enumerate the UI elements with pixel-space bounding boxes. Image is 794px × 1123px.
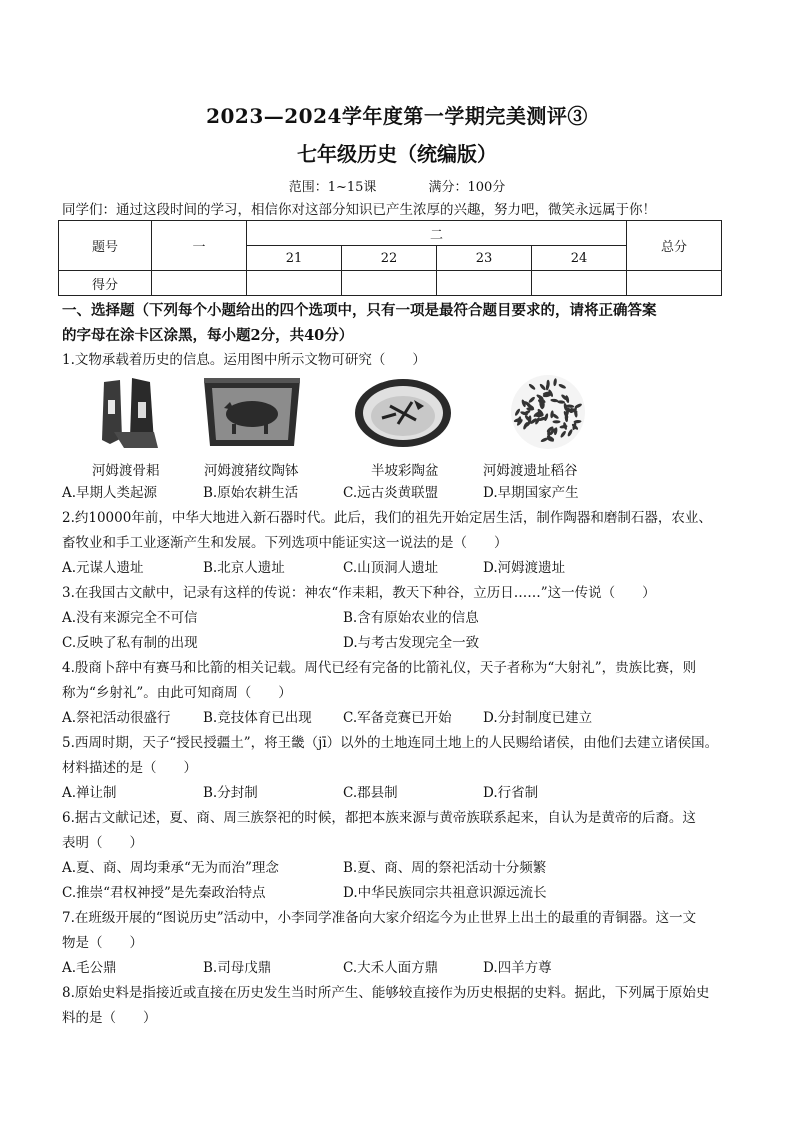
option-b[interactable]: B.夏、商、周的祭祀活动十分频繁 (343, 860, 547, 876)
question-6-stem-line2: 表明（ ） (62, 835, 143, 851)
caption-rice-grains: 河姆渡遗址稻谷 (483, 463, 578, 479)
question-1-stem: 1.文物承载着历史的信息。运用图中所示文物可研究（ ） (62, 352, 426, 368)
rice-grains-image (510, 372, 586, 452)
score-col-label: 题号 (59, 221, 152, 271)
score-row-label: 得分 (59, 271, 152, 296)
option-b[interactable]: B.竞技体育已出现 (203, 710, 312, 726)
option-d[interactable]: D.河姆渡遗址 (483, 560, 566, 576)
caption-pig-bowl: 河姆渡猪纹陶钵 (204, 463, 299, 479)
score-cell[interactable] (342, 271, 437, 296)
score-part2: 二 (247, 221, 627, 246)
option-a[interactable]: A.毛公鼎 (62, 960, 117, 976)
option-d[interactable]: D.早期国家产生 (483, 485, 579, 501)
section1-heading-line2: 的字母在涂卡区涂黑，每小题2分，共40分） (62, 327, 354, 344)
question-6-options-row2 (62, 881, 752, 906)
score-cell[interactable] (152, 271, 247, 296)
exam-full-score: 满分：100分 (428, 180, 506, 195)
score-part1: 一 (152, 221, 247, 271)
option-d[interactable]: D.行省制 (483, 785, 539, 801)
question-3-stem: 3.在我国古文献中，记录有这样的传说：神农“作耒耜，教天下种谷，立历日……”这一传说（ ） (62, 585, 656, 601)
option-c[interactable]: C.山顶洞人遗址 (343, 560, 439, 576)
option-d[interactable]: D.四羊方尊 (483, 960, 552, 976)
option-c[interactable]: C.军备竞赛已开始 (343, 710, 452, 726)
exam-subtitle: 七年级历史（统编版） (297, 142, 497, 166)
question-6-options-row1 (62, 856, 752, 881)
question-2-options (62, 556, 752, 581)
option-b[interactable]: B.司母戊鼎 (203, 960, 272, 976)
score-cell[interactable] (247, 271, 342, 296)
question-1-options (62, 481, 752, 506)
option-b[interactable]: B.原始农耕生活 (203, 485, 299, 501)
option-b[interactable]: B.分封制 (203, 785, 258, 801)
option-d[interactable]: D.分封制度已建立 (483, 710, 593, 726)
option-a[interactable]: A.早期人类起源 (62, 485, 158, 501)
question-4-stem-line1: 4.殷商卜辞中有赛马和比箭的相关记载。周代已经有完备的比箭礼仪，天子者称为“大射礼”，贵族比赛，则 (62, 660, 697, 676)
question-7-stem-line2: 物是（ ） (62, 935, 143, 951)
score-cell[interactable] (627, 271, 722, 296)
exam-title: 2023—2024学年度第一学期完美测评③ (206, 104, 588, 128)
question-6-stem-line1: 6.据古文献记述，夏、商、周三族祭祀的时候，都把本族来源与黄帝族联系起来，自认为是黄帝的后裔。这 (62, 810, 696, 826)
artifact-images (62, 372, 752, 454)
option-a[interactable]: A.祭祀活动很盛行 (62, 710, 171, 726)
option-d[interactable]: D.中华民族同宗共祖意识源远流长 (343, 885, 547, 901)
option-b[interactable]: B.含有原始农业的信息 (343, 610, 479, 626)
question-5-stem-line1: 5.西周时期，天子“授民授疆土”，将王畿（jī）以外的土地连同土地上的人民赐给诸侯，由他们去建立诸侯国。 (62, 735, 719, 751)
greeting: 同学们：通过这段时间的学习，相信你对这部分知识已产生浓厚的兴趣，努力吧，微笑永远属于你！ (62, 202, 656, 218)
option-a[interactable]: A.夏、商、周均秉承“无为而治”理念 (62, 860, 279, 876)
option-a[interactable]: A.元谋人遗址 (62, 560, 144, 576)
pig-pottery-bowl-image (200, 372, 304, 454)
exam-range: 范围：1~15课 (288, 180, 377, 195)
question-4-stem-line2: 称为“乡射礼”。由此可知商周（ ） (62, 685, 292, 701)
question-3-options-row1 (62, 606, 752, 631)
caption-bone-spade: 河姆渡骨耜 (92, 463, 160, 479)
option-c[interactable]: C.推崇“君权神授”是先秦政治特点 (62, 885, 266, 901)
question-7-options (62, 956, 752, 981)
exam-scope (0, 176, 794, 195)
score-cell[interactable] (532, 271, 627, 296)
score-sub-24: 24 (532, 246, 627, 271)
question-5-stem-line2: 材料描述的是（ ） (62, 760, 197, 776)
question-7-stem-line1: 7.在班级开展的“图说历史”活动中，小李同学准备向大家介绍迄今为止世界上出土的最重的青铜器。这一文 (62, 910, 697, 926)
option-c[interactable]: C.远古炎黄联盟 (343, 485, 439, 501)
option-c[interactable]: C.大禾人面方鼎 (343, 960, 439, 976)
banpo-painted-basin-image (352, 376, 454, 450)
caption-painted-basin: 半坡彩陶盆 (371, 463, 439, 479)
bone-spade-image (94, 372, 174, 452)
question-4-options (62, 706, 752, 731)
option-c[interactable]: C.郡县制 (343, 785, 398, 801)
question-3-options-row2 (62, 631, 752, 656)
question-8-stem-line1: 8.原始史料是指接近或直接在历史发生当时所产生、能够较直接作为历史根据的史料。据此，下列属于原始史 (62, 985, 710, 1001)
option-a[interactable]: A.禅让制 (62, 785, 117, 801)
score-sub-21: 21 (247, 246, 342, 271)
question-2-stem-line1: 2.约10000年前，中华大地进入新石器时代。此后，我们的祖先开始定居生活，制作陶器和磨制石器，农业、 (62, 510, 712, 526)
score-table (58, 220, 722, 296)
question-8-stem-line2: 料的是（ ） (62, 1010, 157, 1026)
option-c[interactable]: C.反映了私有制的出现 (62, 635, 198, 651)
score-total: 总分 (627, 221, 722, 271)
section1-heading-line1: 一、选择题（下列每个小题给出的四个选项中，只有一项是最符合题目要求的，请将正确答案 (62, 302, 657, 319)
option-a[interactable]: A.没有来源完全不可信 (62, 610, 198, 626)
score-cell[interactable] (437, 271, 532, 296)
score-sub-22: 22 (342, 246, 437, 271)
question-2-stem-line2: 畜牧业和手工业逐渐产生和发展。下列选项中能证实这一说法的是（ ） (62, 535, 508, 551)
option-d[interactable]: D.与考古发现完全一致 (343, 635, 480, 651)
option-b[interactable]: B.北京人遗址 (203, 560, 285, 576)
score-sub-23: 23 (437, 246, 532, 271)
question-5-options (62, 781, 752, 806)
